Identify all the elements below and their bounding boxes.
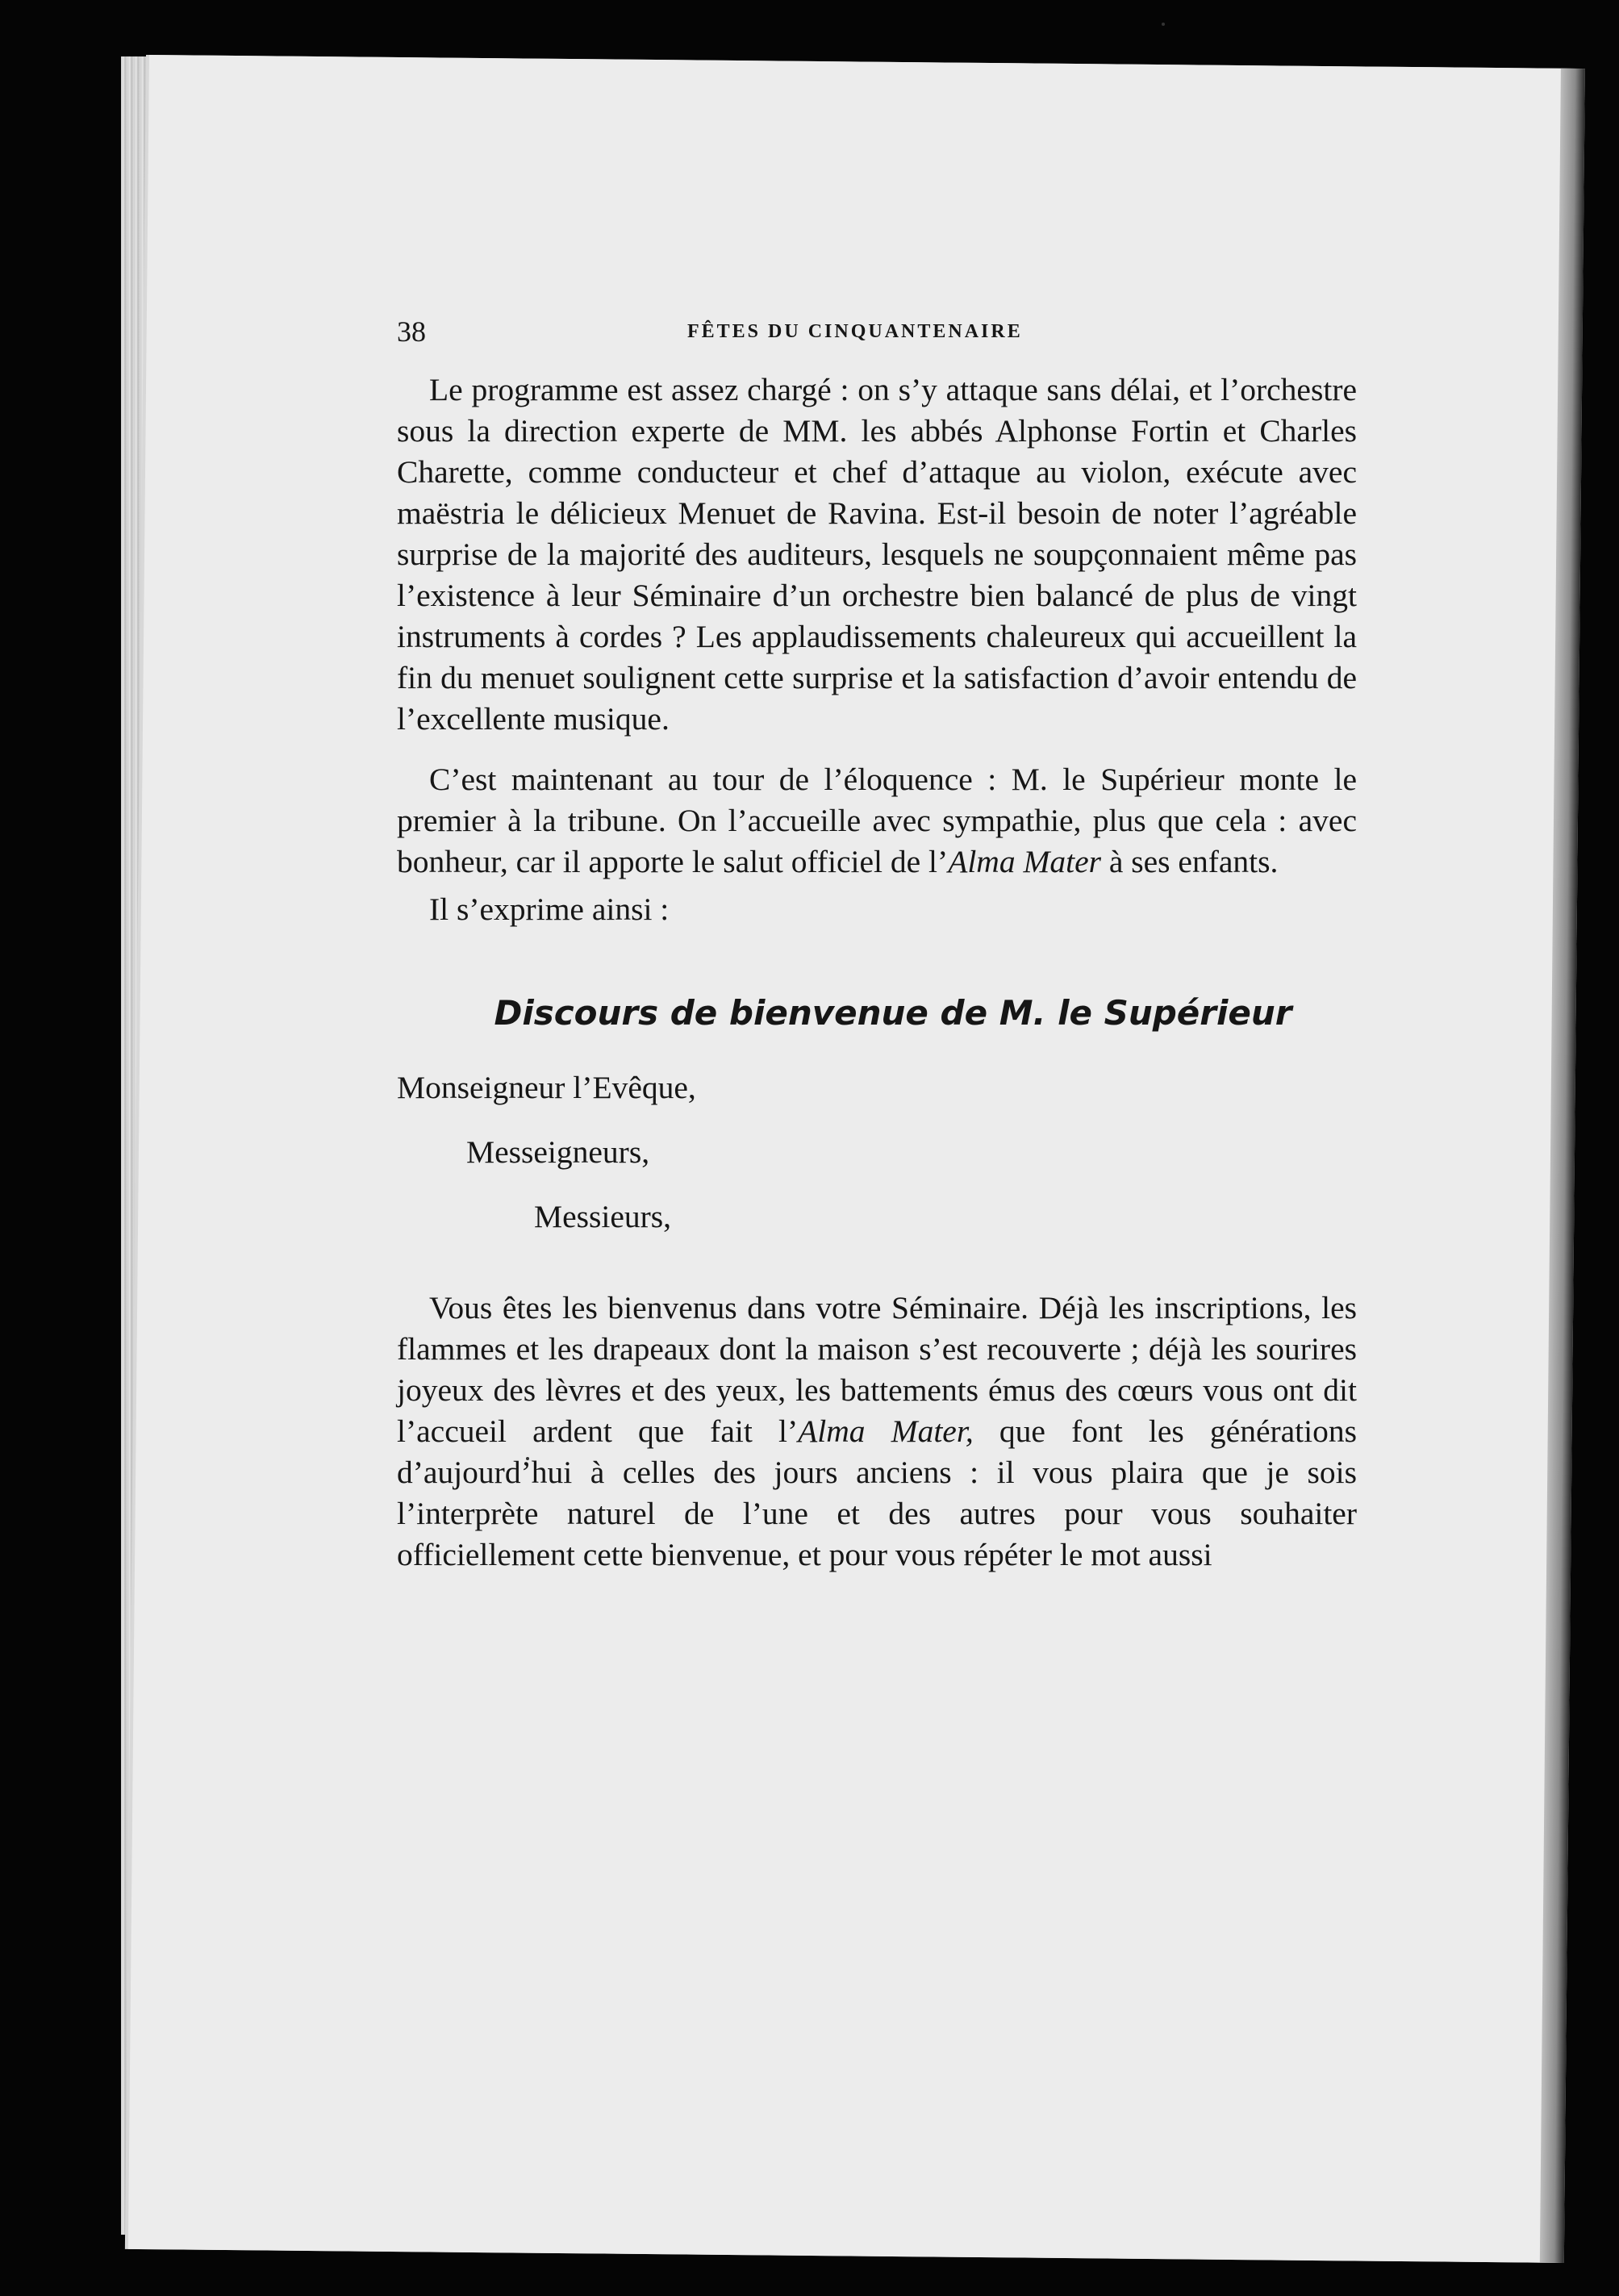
paragraph-intro-speech: Il s’exprime ainsi : [429, 891, 670, 927]
dust-speck [1162, 23, 1165, 26]
paragraph-welcome-end: que font les générations d’aujourd’hui à celles des jours anciens : il vous plaira que je sois l’interprète naturel de l’une et des autres pour vous souhaiter officiellement cette bienvenue, et pour vous répéter le mot aussi [397, 1413, 1357, 1572]
alma-mater-italic-2: Alma Mater, [798, 1413, 974, 1449]
page-number: 38 [397, 315, 426, 348]
salutation-messieurs: Messieurs, [534, 1199, 672, 1234]
paragraph-eloquence [397, 759, 1357, 883]
page-right-edge [1540, 69, 1585, 2263]
page-text [397, 310, 1357, 1576]
salutation-bishop: Monseigneur l’Evêque, [397, 1070, 696, 1105]
alma-mater-italic: Alma Mater [948, 844, 1101, 879]
salutation-messeigneurs: Messeigneurs, [466, 1134, 650, 1170]
paragraph-welcome-text: Vous êtes les bienvenus dans votre Séminaire. Déjà les inscriptions, les flammes et les drapeaux dont la maison s’est recouverte ; déjà les sourires joyeux des lèvres et des yeux, les battements émus des cœurs vous ont dit l’accueil ardent que fait l’ [397, 1290, 1357, 1449]
running-head [397, 310, 1357, 358]
paragraph-welcome [397, 1288, 1357, 1576]
running-head-title: FÊTES DU CINQUANTENAIRE [687, 321, 1023, 342]
paragraph-eloquence-text: C’est maintenant au tour de l’éloquence : M. le Supérieur monte le premier à la tribune. On l’accueille avec sympathie, plus que cela : avec bonheur, car il apporte le salut officiel de l’ [397, 762, 1357, 879]
paragraph-programme: Le programme est assez chargé : on s’y attaque sans délai, et l’orchestre sous la direction experte de MM. les abbés Alphonse Fortin et Charles Charette, comme conducteur et chef d’attaque au violon, exécute avec maëstria le délicieux Menuet de Ravina. Est-il besoin de noter l’agréable surprise de la majorité des auditeurs, lesquels ne soupçonnaient même pas l’existence à leur Séminaire d’un orchestre bien balancé de plus de vingt instruments à cordes ? Les applaudissements chaleureux qui accueillent la fin du menuet soulignent cette surprise et la satisfaction d’avoir entendu de l’excellente musique. [397, 372, 1357, 737]
speech-heading: Discours de bienvenue de M. le Supérieur [494, 993, 1292, 1033]
paragraph-eloquence-end: à ses enfants. [1101, 844, 1279, 879]
